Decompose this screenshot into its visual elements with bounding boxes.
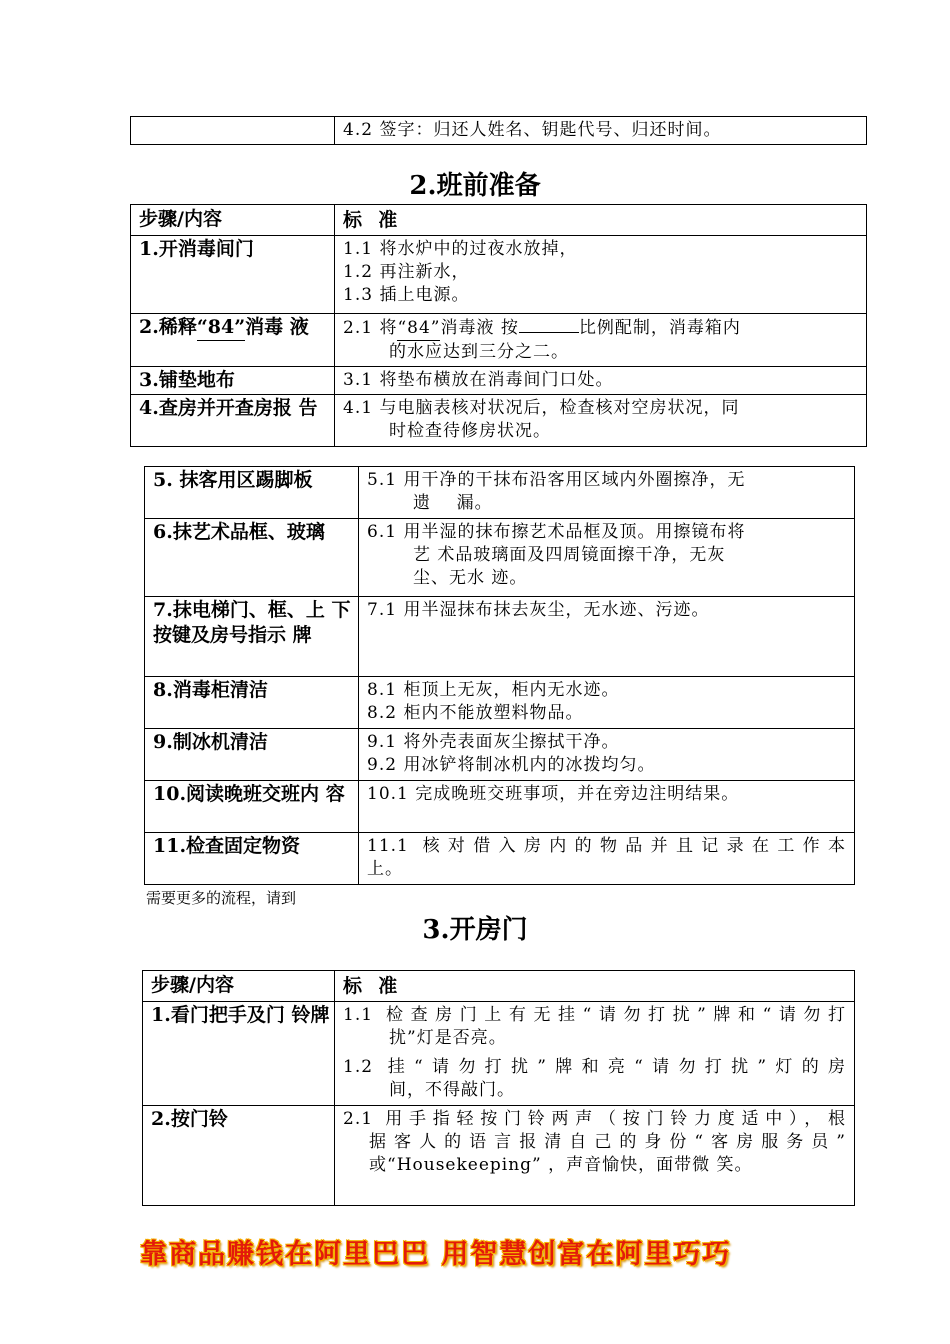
table-row [131, 314, 867, 367]
standard-cell: 3.1 将垫布横放在消毒间门口处。 [335, 367, 867, 395]
table-row [145, 519, 855, 597]
standard-cell: 10.1 完成晚班交班事项，并在旁边注明结果。 [359, 781, 855, 833]
standard-cell [335, 1106, 855, 1206]
step-cell [131, 117, 335, 145]
step-cell: 1.开消毒间门 [131, 236, 335, 314]
table-row [145, 467, 855, 519]
step-cell: 5. 抹客用区踢脚板 [145, 467, 359, 519]
step-line: 7.抹电梯门、框、上 [153, 599, 325, 621]
header-standard: 标 准 [335, 205, 867, 236]
step-line: 下按键及房号指示 [153, 599, 351, 646]
standard-line: 8.1 柜顶上无灰，柜内无水迹。 [367, 680, 620, 700]
standard-text: 比例配制，消毒箱内 [578, 318, 741, 338]
standard-text: 2.1 将 [343, 318, 398, 338]
table-row [145, 729, 855, 781]
standard-cell [335, 236, 867, 314]
standard-cell: 7.1 用半湿抹布抹去灰尘，无水迹、污迹。 [359, 597, 855, 677]
standard-line: 9.1 将外壳表面灰尘擦拭干净。 [367, 732, 620, 752]
standard-line: 1.3 插上电源。 [343, 285, 470, 305]
standard-line: 1.1 将水炉中的过夜水放掉， [343, 239, 578, 259]
step-line: 铃牌 [291, 1004, 330, 1026]
table-row [143, 1002, 855, 1106]
promo-banner: 靠商品赚钱在阿里巴巴 用智慧创富在阿里巧巧 [140, 1239, 732, 1270]
standard-line: 艺 术品玻璃面及四周镜面擦干净，无灰 [413, 545, 726, 565]
standard-text: 消毒液 按 [440, 318, 519, 338]
footnote: 需要更多的流程，请到 [146, 889, 297, 907]
standard-line: 11.1 核对借入房内的物品并且记录在工作本 [367, 836, 846, 856]
standard-line: 8.2 柜内不能放塑料物品。 [367, 703, 584, 723]
standard-line: 1.2 再注新水， [343, 262, 470, 282]
standard-line: 扰”灯是否亮。 [389, 1028, 507, 1048]
standard-line: 或“Housekeeping” ，声音愉快，面带微 笑。 [369, 1155, 753, 1175]
standard-cell [359, 677, 855, 729]
step-line: 容 [325, 783, 345, 805]
standard-cell [335, 314, 867, 367]
step-cell: 2.按门铃 [143, 1106, 335, 1206]
step-cell: 9.制冰机清洁 [145, 729, 359, 781]
standard-line: 1.1 检查房门上有无挂“请勿打扰”牌和“请勿打 [343, 1005, 846, 1025]
standard-cell [359, 833, 855, 885]
step-line: 4.查房并开查房报 [139, 397, 292, 419]
step-cell: 3.铺垫地布 [131, 367, 335, 395]
standard-line: 1.2 挂“请勿打扰”牌和亮“请勿打扰”灯的房 [343, 1057, 846, 1077]
table-row [131, 395, 867, 447]
step-cell: 11.检查固定物资 [145, 833, 359, 885]
standard-line: 的水应达到三分之二。 [389, 342, 569, 362]
step-cell: 6.抹艺术品框、玻璃 [145, 519, 359, 597]
section-2-title: 2.班前准备 [409, 171, 541, 201]
standard-line: 尘、无水 迹。 [413, 568, 528, 588]
standard-cell [359, 729, 855, 781]
standard-line: 9.2 用冰铲将制冰机内的冰拨均匀。 [367, 755, 656, 775]
step-cell: 8.消毒柜清洁 [145, 677, 359, 729]
step-line: 牌 [292, 624, 312, 646]
step-cell [143, 1002, 335, 1106]
table-header [143, 971, 855, 1002]
section-3-table [142, 970, 855, 1206]
table-row [131, 117, 867, 145]
standard-line: 遗 漏。 [413, 493, 493, 513]
header-step: 步骤/内容 [143, 971, 335, 1002]
step-text-underlined: “84” [197, 315, 245, 341]
header-step: 步骤/内容 [131, 205, 335, 236]
step-line: 10.阅读晚班交班内 [153, 783, 320, 805]
standard-line: 6.1 用半湿的抹布擦艺术品框及顶。用擦镜布将 [367, 522, 746, 542]
step-text: 消毒 [245, 316, 284, 338]
step-cell [145, 597, 359, 677]
step-line: 液 [289, 316, 309, 338]
standard-cell [359, 519, 855, 597]
step-line: 告 [298, 397, 318, 419]
standard-cell [359, 467, 855, 519]
fill-in-blank [519, 316, 579, 333]
standard-line: 时检查待修房状况。 [389, 421, 551, 441]
section-2-table [130, 204, 867, 447]
step-cell [131, 395, 335, 447]
table-header [131, 205, 867, 236]
table-row [145, 597, 855, 677]
section-3-title: 3.开房门 [422, 915, 528, 945]
top-table [130, 116, 867, 145]
standard-cell [335, 1002, 855, 1106]
standard-line [343, 316, 858, 341]
step-line [139, 316, 283, 338]
step-cell [145, 781, 359, 833]
standard-line: 间，不得敲门。 [389, 1080, 515, 1100]
table-row [145, 833, 855, 885]
table-row [143, 1106, 855, 1206]
standard-line: 4.1 与电脑表核对状况后，检查核对空房状况，同 [343, 398, 740, 418]
header-standard: 标 准 [335, 971, 855, 1002]
step-text: 2.稀释 [139, 316, 197, 338]
table-row [131, 367, 867, 395]
table-row [145, 677, 855, 729]
step-cell [131, 314, 335, 367]
standard-text-underlined: “84” [397, 317, 440, 341]
section-2-continued-table [144, 466, 855, 885]
standard-line: 上。 [367, 859, 403, 879]
standard-line: 据客人的语言报清自己的身份“客房服务员” [369, 1132, 846, 1152]
table-row [145, 781, 855, 833]
step-line: 1.看门把手及门 [151, 1004, 285, 1026]
table-row [131, 236, 867, 314]
standard-cell: 4.2 签字：归还人姓名、钥匙代号、归还时间。 [335, 117, 867, 145]
standard-cell [335, 395, 867, 447]
standard-line: 5.1 用干净的干抹布沿客用区域内外圈擦净，无 [367, 470, 746, 490]
standard-line: 2.1 用手指轻按门铃两声（按门铃力度适中），根 [343, 1109, 846, 1129]
